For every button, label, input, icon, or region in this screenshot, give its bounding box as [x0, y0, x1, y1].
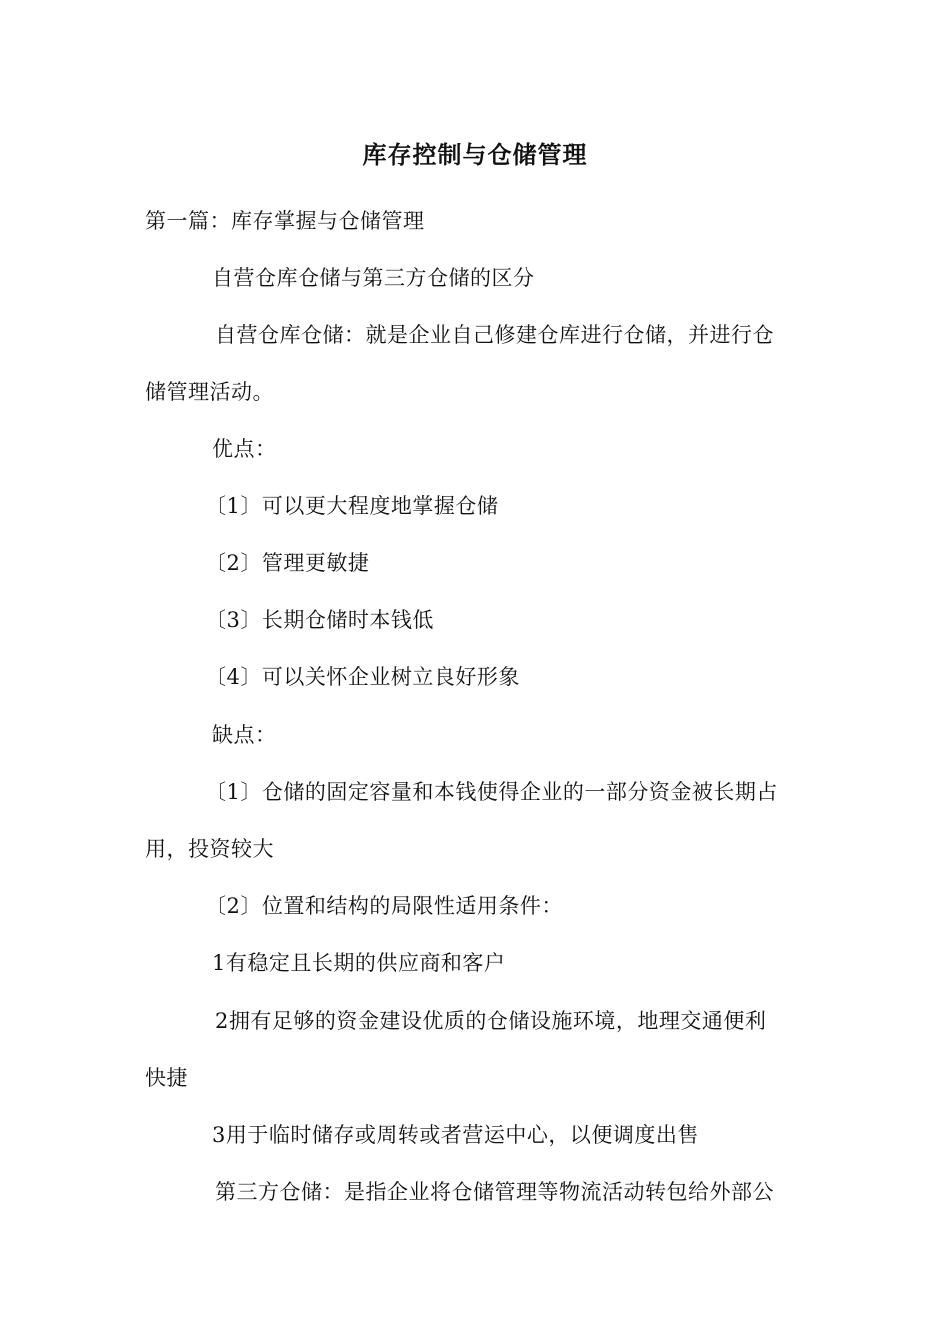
paragraph-line: 优点：: [212, 437, 277, 461]
paragraph-line: 快捷: [145, 1066, 188, 1090]
paragraph-line: 自营仓库仓储：就是企业自己修建仓库进行仓储，并进行仓: [215, 323, 774, 347]
list-item: 〔1〕可以更大程度地掌握仓储: [205, 494, 499, 518]
list-item: 〔1〕仓储的固定容量和本钱使得企业的一部分资金被长期占: [205, 780, 778, 804]
list-item: 〔4〕可以关怀企业树立良好形象: [205, 665, 520, 689]
list-item: 〔3〕长期仓储时本钱低: [205, 608, 434, 632]
paragraph-line: 缺点：: [212, 723, 277, 747]
paragraph-line: 用，投资较大: [145, 837, 274, 861]
document-title: 库存控制与仓储管理: [362, 141, 588, 169]
list-item: 〔2〕管理更敏捷: [205, 551, 370, 575]
list-item: 1有稳定且长期的供应商和客户: [212, 951, 506, 975]
paragraph-line: 第三方仓储：是指企业将仓储管理等物流活动转包给外部公: [215, 1180, 774, 1204]
paragraph-line: 自营仓库仓储与第三方仓储的区分: [212, 266, 535, 290]
section-heading: 第一篇：库存掌握与仓储管理: [145, 209, 425, 233]
list-item: 3用于临时储存或周转或者营运中心，以便调度出售: [212, 1123, 699, 1147]
paragraph-line: 储管理活动。: [145, 380, 274, 404]
list-item: 〔2〕位置和结构的局限性适用条件：: [205, 894, 563, 918]
list-item: 2拥有足够的资金建设优质的仓储设施环境，地理交通便利: [215, 1009, 767, 1033]
